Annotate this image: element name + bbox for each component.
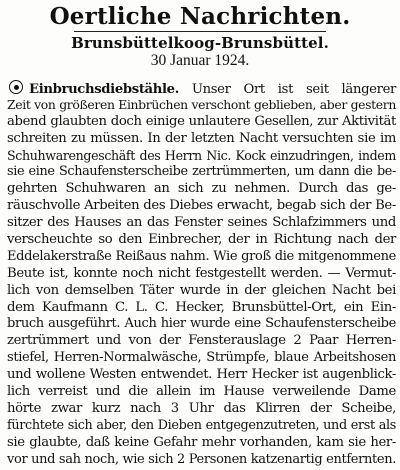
article-line-first: [7, 80, 396, 97]
circle-bullet-icon: [9, 80, 23, 94]
article-line: Zeit von größeren Einbrüchen verschont geblieben, aber gestern: [7, 96, 396, 112]
article-line: abend glaubten doch einige unlautere Gesellen, zur Aktivität: [7, 113, 396, 129]
article-line: räuschvolle Arbeiten des Diebes erwacht, begab sich der Be-: [7, 198, 396, 214]
article-body: [7, 80, 396, 468]
article-line: verscheuchte so den Einbrecher, der in Richtung nach der: [7, 232, 396, 248]
article-line: dem Kaufmann C. L. C. Hecker, Brunsbüttel-Ort, ein Ein-: [7, 299, 396, 315]
article-headword: Einbruchsdiebstähle.: [29, 82, 179, 97]
title-underline: [74, 31, 326, 32]
article-line: bruch ausgeführt. Auch hier wurde eine Schaufensterscheibe: [7, 316, 396, 332]
article-line: vor und sah noch, wie sich 2 Personen katzenartig entfernten.: [7, 451, 397, 467]
article-line-text: Unser Ort ist seit längerer: [191, 82, 396, 97]
dateline: Brunsbüttelkoog-Brunsbüttel.: [71, 34, 329, 52]
article-line: gehrten Schuhwaren an sich zu nehmen. Durch das ge-: [7, 181, 396, 197]
article-line: zertrümmert und von der Fensterauslage 2 Paar Herren-: [7, 333, 396, 349]
article-line: hörte zwar kurz nach 3 Uhr das Klirren der Scheibe,: [7, 400, 396, 416]
article-line: lich von demselben Täter wurde in der gleichen Nacht bei: [7, 282, 396, 298]
publication-date: 30 Januar 1924.: [150, 52, 250, 69]
article-line: Eddelakerstraße Reißaus nahm. Wie groß die mitgenommene: [7, 248, 396, 264]
article-line: lich verreist und die allein im Hause verweilende Dame: [7, 384, 396, 400]
article-line: Schuhwarengeschäft des Herrn Nic. Kock einzudringen, indem: [7, 147, 396, 163]
article-line: sitzer des Hauses an das Fenster seines Schlafzimmers und: [7, 215, 396, 231]
article-line: sie glaubte, daß keine Gefahr mehr vorhanden, kam sie her-: [7, 434, 396, 450]
article-line: stiefel, Herren-Normalwäsche, Strümpfe, blaue Arbeitshosen: [7, 350, 396, 366]
article-line: sie eine Schaufensterscheibe zertrümmerten, um dann die be-: [7, 164, 396, 180]
article-line: schreiten zu müssen. In der letzten Nacht versuchten sie im: [7, 130, 396, 146]
section-title: Oertliche Nachrichten.: [49, 3, 351, 30]
article-line: fürchtete sich aber, den Dieben entgegenzutreten, und erst als: [7, 417, 396, 433]
article-line: Beute ist, konnte noch nicht festgestellt werden. — Vermut-: [7, 265, 396, 281]
article-line: und wollene Westen entwendet. Herr Hecker ist augenblick-: [7, 367, 396, 383]
